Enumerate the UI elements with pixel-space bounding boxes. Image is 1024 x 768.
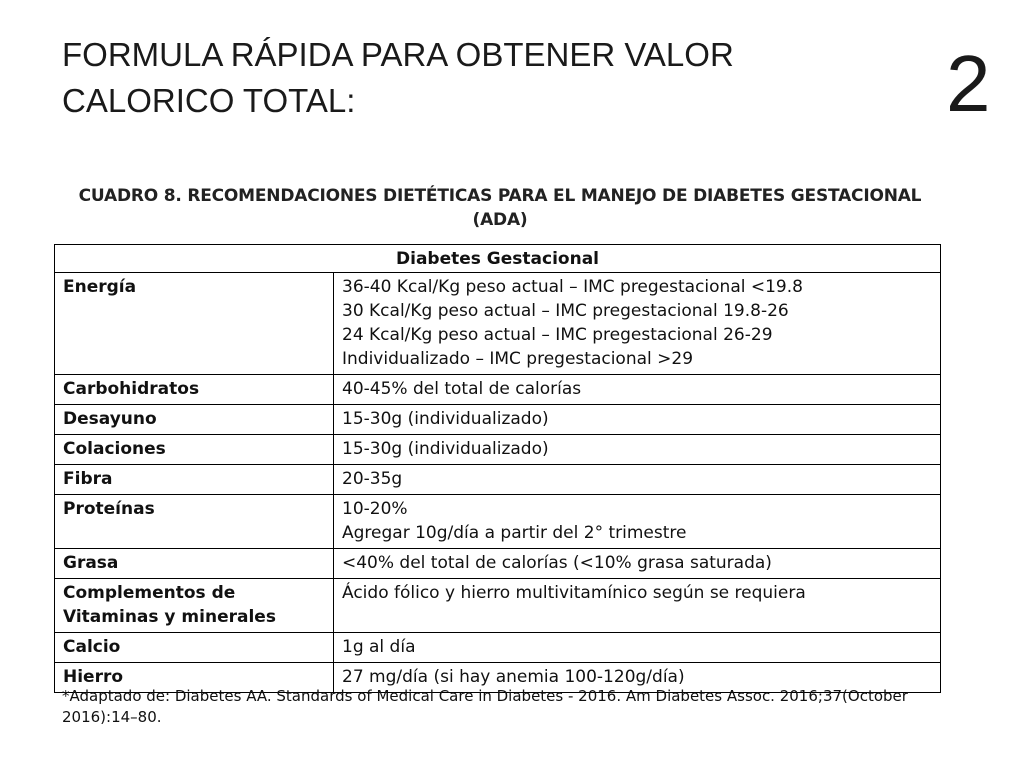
row-label: Desayuno [55,405,334,435]
slide-title-line-2: CALORICO TOTAL: [62,82,356,119]
row-label: Energía [55,273,334,375]
row-value: Ácido fólico y hierro multivitamínico según se requiera [334,579,941,633]
table-row-fibra [55,465,941,495]
table-row-grasa [55,549,941,579]
row-label-line: Vitaminas y minerales [63,607,276,627]
table-header-row [55,245,941,273]
row-value: 27 mg/día (si hay anemia 100-120g/día) [334,663,941,693]
table-row-energia [55,273,941,375]
row-label: Proteínas [55,495,334,549]
diet-recommendations-table [54,244,941,693]
row-value-line: Individualizado – IMC pregestacional >29 [342,349,694,369]
row-value-line: 30 Kcal/Kg peso actual – IMC pregestacional 19.8-26 [342,301,789,321]
row-value: 40-45% del total de calorías [334,375,941,405]
row-label: Hierro [55,663,334,693]
row-value-line: 24 Kcal/Kg peso actual – IMC pregestacional 26-29 [342,325,773,345]
row-value: 1g al día [334,633,941,663]
row-value [334,273,941,375]
row-value-line: Agregar 10g/día a partir del 2° trimestre [342,523,687,543]
row-value [334,495,941,549]
slide-number: 2 [946,39,991,128]
table-row-complementos [55,579,941,633]
slide-title-line-1: FORMULA RÁPIDA PARA OBTENER VALOR [62,36,734,73]
row-label: Grasa [55,549,334,579]
row-value: <40% del total de calorías (<10% grasa saturada) [334,549,941,579]
row-label-line: Complementos de [63,583,236,603]
table-row-calcio [55,633,941,663]
table-row-proteinas [55,495,941,549]
row-label: Fibra [55,465,334,495]
row-value-line: 10-20% [342,499,408,519]
table-footnote: *Adaptado de: Diabetes AA. Standards of Medical Care in Diabetes - 2016. Am Diabetes Assoc. 2016;37(October 2016):14–80. [62,687,908,726]
table-caption-line-1: CUADRO 8. RECOMENDACIONES DIETÉTICAS PARA EL MANEJO DE DIABETES GESTACIONAL [78,186,922,206]
table-row-desayuno [55,405,941,435]
table-row-colaciones [55,435,941,465]
row-value: 15-30g (individualizado) [334,435,941,465]
slide-title [62,32,822,124]
row-value: 20-35g [334,465,941,495]
table-caption-line-2: (ADA) [472,210,528,230]
row-value-line: 36-40 Kcal/Kg peso actual – IMC pregestacional <19.8 [342,277,803,297]
row-value: 15-30g (individualizado) [334,405,941,435]
table-caption [60,184,940,232]
table-row-carbohidratos [55,375,941,405]
row-label: Calcio [55,633,334,663]
table-header: Diabetes Gestacional [55,245,941,273]
row-label [55,579,334,633]
row-label: Colaciones [55,435,334,465]
row-label: Carbohidratos [55,375,334,405]
